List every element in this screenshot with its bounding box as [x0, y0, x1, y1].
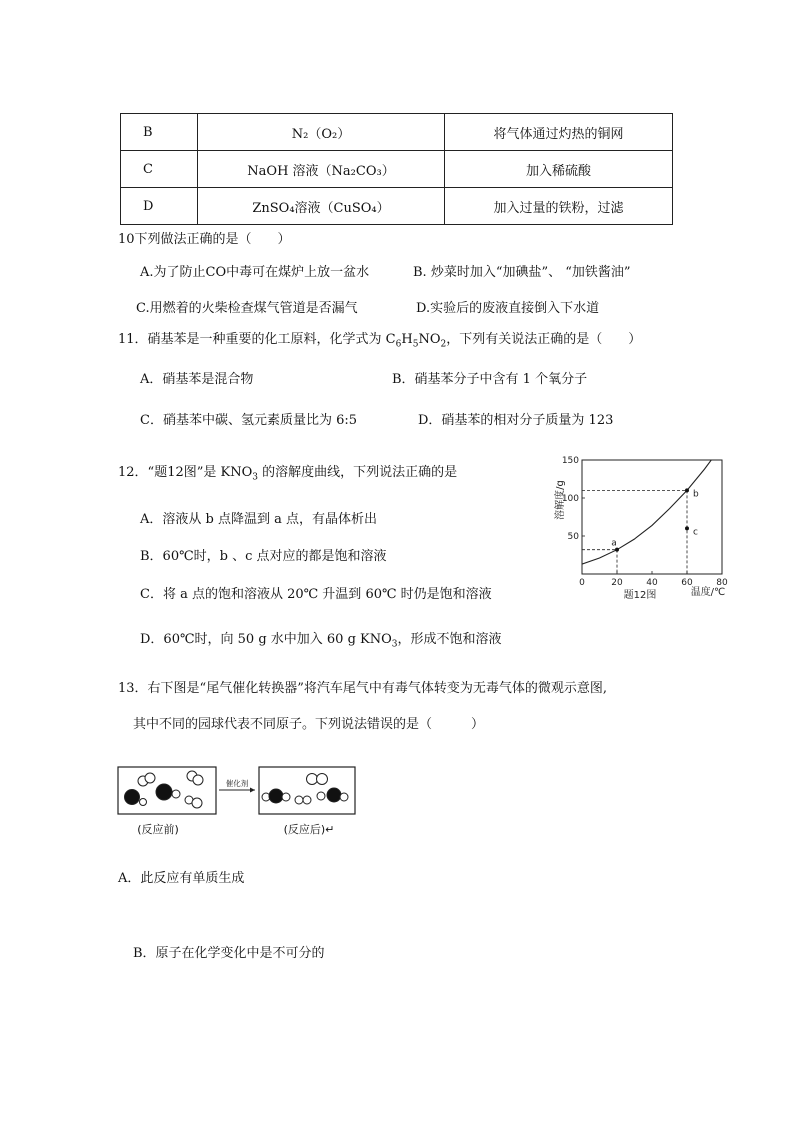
point-label-c: c	[693, 527, 698, 538]
reaction-diagram	[116, 763, 360, 843]
x-tick-label: 0	[579, 578, 585, 588]
point-label-b: b	[693, 489, 699, 500]
point-b	[685, 488, 689, 492]
x-tick-label: 40	[646, 578, 658, 588]
row-method: 加入过量的铁粉，过滤	[445, 188, 673, 225]
table-row	[121, 114, 673, 151]
x-tick-label: 60	[681, 578, 693, 588]
y-tick-label: 100	[561, 494, 579, 504]
catalyst-label: 催化剂	[225, 779, 249, 788]
q11-formula-no: NO	[418, 332, 441, 347]
chart-title: 题12图	[623, 590, 657, 601]
q10-option-d: D.实验后的废液直接倒入下水道	[416, 301, 600, 316]
q11-sub3: 2	[440, 339, 447, 350]
row-label: B	[121, 114, 198, 151]
chart-plot-area	[562, 452, 728, 588]
q13-stem-line2: 其中不同的园球代表不同原子。下列说法错误的是（ ）	[133, 717, 485, 732]
chart-ylabel: 溶解度/g	[555, 480, 566, 520]
options-table	[120, 113, 673, 225]
row-substance: NaOH 溶液（Na₂CO₃）	[198, 151, 445, 188]
row-method: 将气体通过灼热的铜网	[445, 114, 673, 151]
solubility-curve	[582, 452, 722, 564]
x-tick-label: 20	[611, 578, 623, 588]
q11-option-c: C．硝基苯中碳、氢元素质量比为 6:5	[140, 413, 358, 428]
q11-formula-h: H	[401, 332, 413, 347]
row-substance: N₂（O₂）	[198, 114, 445, 151]
q12-option-d	[140, 632, 502, 653]
y-tick-label: 150	[561, 456, 579, 466]
q13-stem-line1: 13．右下图是“尾气催化转换器”将汽车尾气中有毒气体转变为无毒气体的微观示意图,	[118, 681, 607, 696]
before-label: (反应前)	[137, 823, 179, 836]
q11-option-d: D．硝基苯的相对分子质量为 123	[418, 413, 614, 428]
q13-option-a: A．此反应有单质生成	[118, 871, 245, 886]
q12-option-d-sub: 3	[391, 639, 398, 650]
row-label: D	[121, 188, 198, 225]
row-label: C	[121, 151, 198, 188]
x-tick-label: 80	[716, 578, 728, 588]
q12-option-a: A．溶液从 b 点降温到 a 点，有晶体析出	[140, 512, 377, 527]
solubility-chart	[548, 452, 738, 604]
q12-option-c: C．将 a 点的饱和溶液从 20℃ 升温到 60℃ 时仍是饱和溶液	[140, 587, 492, 602]
q12-stem	[118, 465, 457, 486]
y-tick-label: 50	[567, 532, 579, 542]
after-label: (反应后)↵	[283, 823, 335, 836]
q12-option-d-post: ，形成不饱和溶液	[397, 632, 502, 647]
table-row	[121, 151, 673, 188]
point-c	[685, 526, 689, 530]
q12-option-d-pre: D．60℃时，向 50 g 水中加入 60 g KNO	[140, 632, 392, 647]
q11-stem-pre: 11．硝基苯是一种重要的化工原料，化学式为 C	[118, 332, 396, 347]
q10-option-b: B. 炒菜时加入“加碘盐”、 “加铁酱油”	[413, 265, 631, 280]
q11-sub1: 6	[395, 339, 402, 350]
q11-sub2: 5	[412, 339, 419, 350]
q13-option-b: B．原子在化学变化中是不可分的	[133, 946, 325, 961]
q10-option-c: C.用燃着的火柴检查煤气管道是否漏气	[136, 301, 358, 316]
q11-stem	[118, 332, 641, 353]
q11-stem-post: ，下列有关说法正确的是（ ）	[446, 332, 642, 347]
q12-stem-post: 的溶解度曲线，下列说法正确的是	[258, 465, 458, 480]
q11-option-a: A．硝基苯是混合物	[140, 372, 254, 387]
arrow-head-icon	[250, 788, 255, 793]
q12-stem-pre: 12．“题12图”是 KNO	[118, 465, 253, 480]
row-method: 加入稀硫酸	[445, 151, 673, 188]
q10-option-a: A.为了防止CO中毒可在煤炉上放一盆水	[140, 265, 370, 280]
row-substance: ZnSO₄溶液（CuSO₄）	[198, 188, 445, 225]
q12-stem-sub: 3	[252, 472, 258, 483]
q11-option-b: B．硝基苯分子中含有 1 个氧分子	[392, 372, 588, 387]
table-row	[121, 188, 673, 225]
chart-xlabel: 温度/℃	[690, 587, 726, 598]
point-label-a: a	[611, 538, 617, 549]
q10-stem: 10下列做法正确的是（ ）	[118, 232, 291, 247]
q12-option-b: B．60℃时，b 、c 点对应的都是饱和溶液	[140, 549, 387, 564]
